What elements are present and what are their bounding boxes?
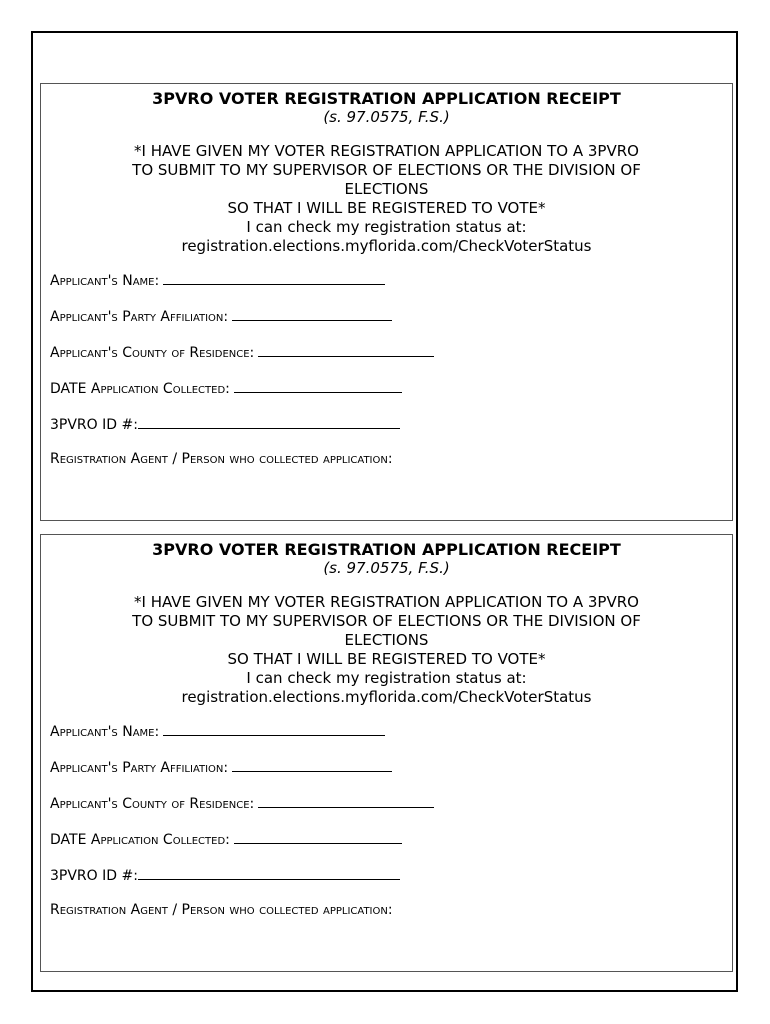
receipt-header (41, 90, 732, 256)
date-collected-field (50, 829, 732, 865)
registration-agent-field (50, 450, 732, 486)
receipt-header (41, 541, 732, 707)
notice-line: *I HAVE GIVEN MY VOTER REGISTRATION APPLICATION TO A 3PVRO (134, 142, 639, 160)
field-label: Applicant's Name: (50, 273, 160, 289)
field-label: Registration Agent / Person who collected application: (50, 451, 393, 467)
registration-agent-field (50, 901, 732, 937)
field-label: Applicant's Party Affiliation: (50, 760, 229, 776)
party-affiliation-field (50, 757, 732, 793)
receipt-form (40, 83, 733, 521)
applicant-name-field (50, 721, 732, 757)
county-residence-line[interactable] (258, 342, 434, 357)
party-affiliation-line[interactable] (232, 306, 392, 321)
notice-line: I can check my registration status at: (246, 218, 527, 236)
party-affiliation-field (50, 306, 732, 342)
applicant-name-line[interactable] (163, 721, 385, 736)
field-label: Applicant's County of Residence: (50, 345, 255, 361)
receipt-form (40, 534, 733, 972)
county-residence-field (50, 342, 732, 378)
statute-reference: (s. 97.0575, F.S.) (323, 559, 450, 577)
receipt-title: 3PVRO VOTER REGISTRATION APPLICATION RECEIPT (152, 89, 621, 108)
notice-line: SO THAT I WILL BE REGISTERED TO VOTE* (227, 650, 546, 668)
field-label: DATE Application Collected: (50, 832, 230, 848)
receipt-title: 3PVRO VOTER REGISTRATION APPLICATION RECEIPT (152, 540, 621, 559)
notice-line: I can check my registration status at: (246, 669, 527, 687)
statute-reference: (s. 97.0575, F.S.) (323, 108, 450, 126)
receipt-fields (41, 721, 732, 937)
field-label: Registration Agent / Person who collected application: (50, 902, 393, 918)
applicant-name-field (50, 270, 732, 306)
check-status-url: registration.elections.myflorida.com/CheckVoterStatus (181, 688, 592, 706)
registration-notice (41, 593, 732, 707)
notice-line: TO SUBMIT TO MY SUPERVISOR OF ELECTIONS OR THE DIVISION OF (132, 612, 641, 630)
notice-line: SO THAT I WILL BE REGISTERED TO VOTE* (227, 199, 546, 217)
notice-line: ELECTIONS (344, 631, 429, 649)
3pvro-id-line[interactable] (138, 865, 400, 880)
3pvro-id-field (50, 865, 732, 901)
check-status-url: registration.elections.myflorida.com/CheckVoterStatus (181, 237, 592, 255)
field-label: 3PVRO ID #: (50, 868, 138, 884)
field-label: 3PVRO ID #: (50, 417, 138, 433)
applicant-name-line[interactable] (163, 270, 385, 285)
registration-notice (41, 142, 732, 256)
receipt-fields (41, 270, 732, 486)
notice-line: *I HAVE GIVEN MY VOTER REGISTRATION APPLICATION TO A 3PVRO (134, 593, 639, 611)
party-affiliation-line[interactable] (232, 757, 392, 772)
county-residence-field (50, 793, 732, 829)
3pvro-id-line[interactable] (138, 414, 400, 429)
date-collected-line[interactable] (234, 829, 402, 844)
field-label: Applicant's Party Affiliation: (50, 309, 229, 325)
field-label: DATE Application Collected: (50, 381, 230, 397)
date-collected-line[interactable] (234, 378, 402, 393)
notice-line: ELECTIONS (344, 180, 429, 198)
date-collected-field (50, 378, 732, 414)
field-label: Applicant's County of Residence: (50, 796, 255, 812)
field-label: Applicant's Name: (50, 724, 160, 740)
county-residence-line[interactable] (258, 793, 434, 808)
notice-line: TO SUBMIT TO MY SUPERVISOR OF ELECTIONS OR THE DIVISION OF (132, 161, 641, 179)
3pvro-id-field (50, 414, 732, 450)
